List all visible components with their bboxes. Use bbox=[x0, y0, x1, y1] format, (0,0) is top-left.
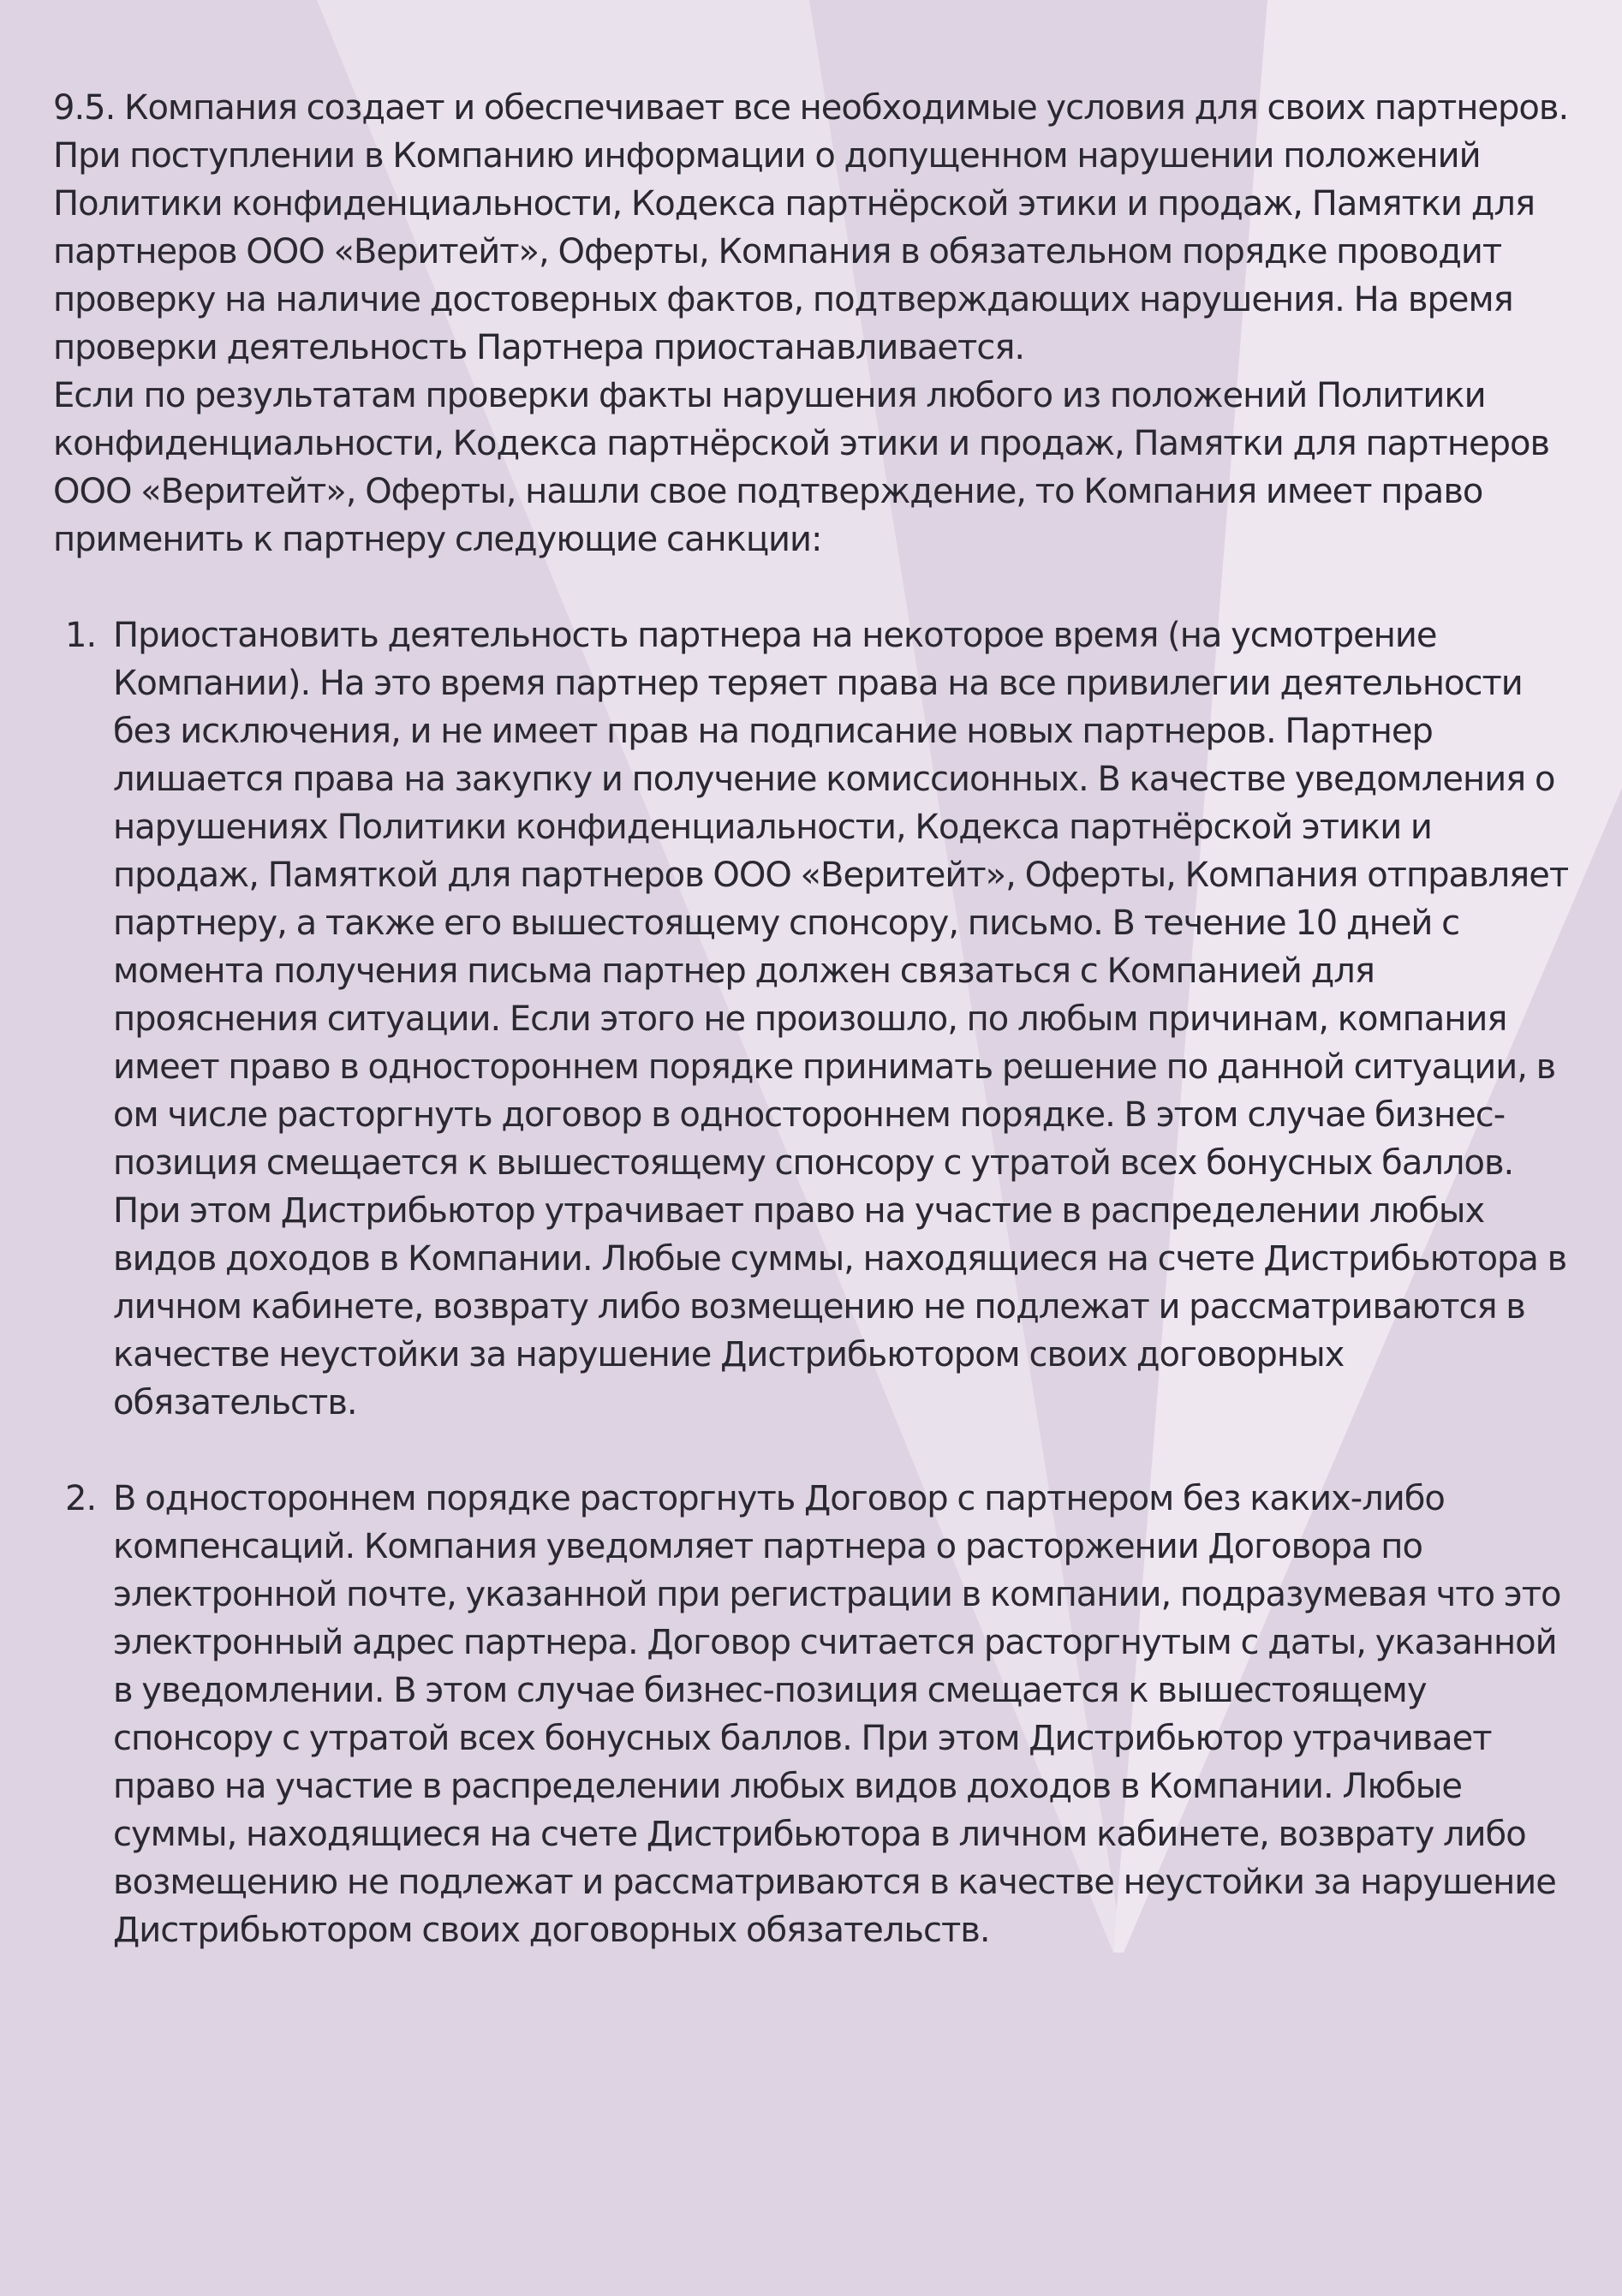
sanction-text-1: Приостановить деятельность партнера на некоторое время (на усмотрение Компании). На это время партнер теряет права на все привилегии деятельности без исключения, и не имеет прав на подписание новых партнеров. Партнер лишается права на закупку и получение комиссионных. В качестве уведомления о нарушениях Политики конфиденциальности, Кодекса партнёрской этики и продаж, Памяткой для партнеров ООО «Веритейт», Оферты, Компания отправляет партнеру, а также его вышестоящему спонсору, письмо. В течение 10 дней с момента получения письма партнер должен связаться с Компанией для прояснения ситуации. Если этого не произошло, по любым причинам, компания имеет право в одностороннем порядке принимать решение по данной ситуации, в ом числе расторгнуть договор в одностороннем порядке. В этом случае бизнес-позиция смещается к вышестоящему спонсору с утратой всех бонусных баллов. При этом Дистрибьютор утрачивает право на участие в распределении любых видов доходов в Компании. Любые суммы, находящиеся на счете Дистрибьютора в личном кабинете, возврату либо возмещению не подлежат и рассматриваются в качестве неустойки за нарушение Дистрибьютором своих договорных обязательств. bbox=[113, 616, 1569, 1422]
sanction-text-2: В одностороннем порядке расторгнуть Договор с партнером без каких-либо компенсаций. Компания уведомляет партнера о расторжении Договора по электронной почте, указанной при регистрации в компании, подразумевая что это электронный адрес партнера. Договор считается расторгнутым с даты, указанной в уведомлении. В этом случае бизнес-позиция смещается к вышестоящему спонсору с утратой всех бонусных баллов. При этом Дистрибьютор утрачивает право на участие в распределении любых видов доходов в Компании. Любые суммы, находящиеся на счете Дистрибьютора в личном кабинете, возврату либо возмещению не подлежат и рассматриваются в качестве неустойки за нарушение Дистрибьютором своих договорных обязательств. bbox=[113, 1479, 1561, 1950]
intro-paragraph-2: Если по результатам проверки факты нарушения любого из положений Политики конфиденциальности, Кодекса партнёрской этики и продаж, Памятки для партнеров ООО «Веритейт», Оферты, нашли свое подтверждение, то Компания имеет право применить к партнеру следующие санкции: bbox=[53, 376, 1550, 559]
sanction-item-2 bbox=[53, 1475, 1577, 1954]
sanction-item-1 bbox=[53, 611, 1577, 1427]
document-body bbox=[53, 84, 1577, 1954]
sanction-number-1: 1. bbox=[65, 616, 97, 655]
intro-paragraph-1: 9.5. Компания создает и обеспечивает все необходимые условия для своих партнеров. При поступлении в Компанию информации о допущенном нарушении положений Политики конфиденциальности, Кодекса партнёрской этики и продаж, Памятки для партнеров ООО «Веритейт», Оферты, Компания в обязательном порядке проводит проверку на наличие достоверных фактов, подтверждающих нарушения. На время проверки деятельность Партнера приостанавливается. bbox=[53, 88, 1569, 367]
sanctions-list bbox=[53, 611, 1577, 1954]
sanction-number-2: 2. bbox=[65, 1479, 97, 1518]
